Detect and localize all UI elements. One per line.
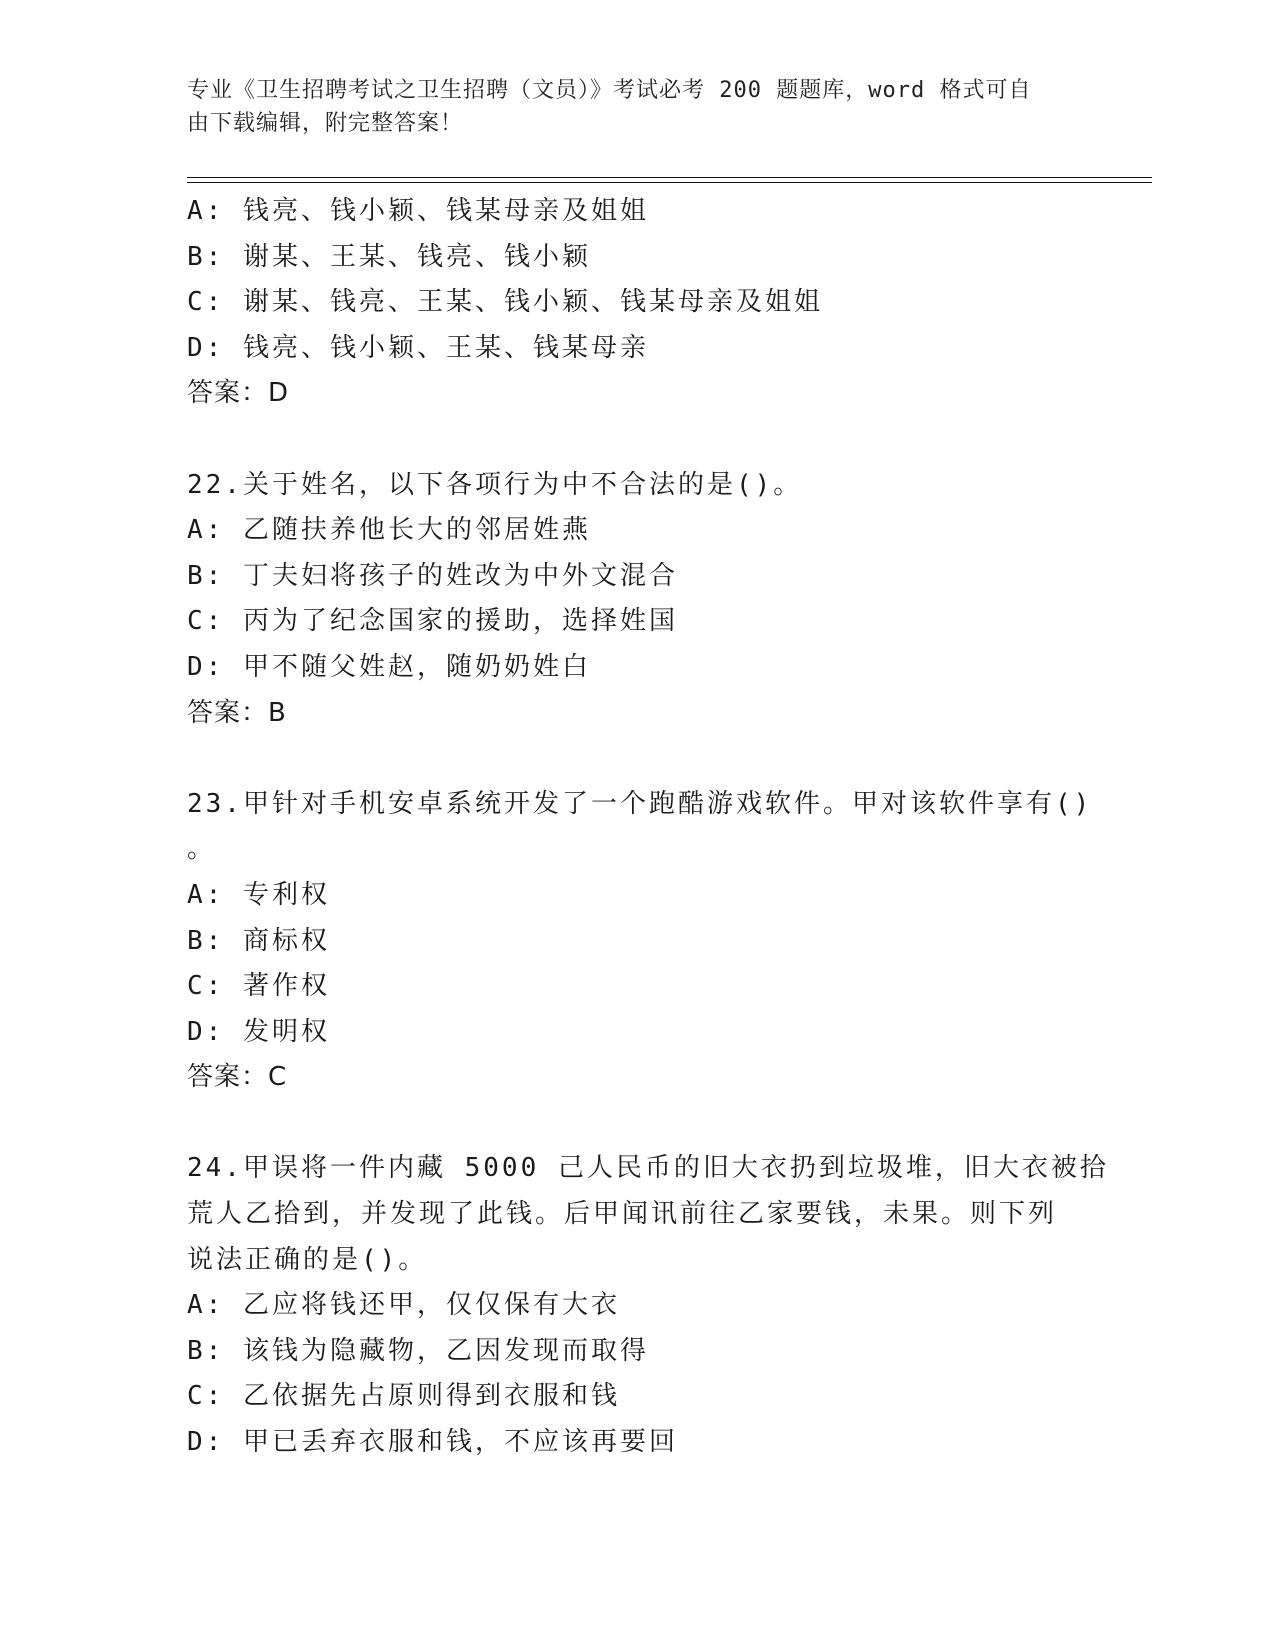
option-b: B: 该钱为隐藏物，乙因发现而取得 (187, 1335, 649, 1366)
header-line-1: 专业《卫生招聘考试之卫生招聘（文员）》考试必考 200 题题库，word 格式可自 (187, 78, 1032, 103)
answer: 答案：B (187, 697, 287, 728)
question-24 (187, 1146, 1109, 1465)
option-a: A: 乙随扶养他长大的邻居姓燕 (187, 515, 591, 546)
option-d: D: 发明权 (187, 1016, 330, 1047)
option-b: B: 商标权 (187, 925, 330, 956)
question-stem-continued: 说法正确的是()。 (187, 1244, 428, 1275)
option-a: A: 乙应将钱还甲，仅仅保有大衣 (187, 1290, 620, 1321)
document-header (187, 74, 1067, 140)
option-d: D: 甲已丢弃衣服和钱，不应该再要回 (187, 1427, 678, 1458)
header-divider-bottom (187, 182, 1152, 183)
option-c: C: 丙为了纪念国家的援助，选择姓国 (187, 606, 678, 637)
option-c: C: 乙依据先占原则得到衣服和钱 (187, 1381, 620, 1412)
option-c: C: 著作权 (187, 971, 330, 1002)
option-b: B: 丁夫妇将孩子的姓改为中外文混合 (187, 560, 678, 591)
question-stem-continued: 荒人乙拾到，并发现了此钱。后甲闻讯前往乙家要钱，未果。则下列 (187, 1199, 1058, 1230)
answer: 答案：D (187, 378, 290, 409)
option-d: D: 钱亮、钱小颖、王某、钱某母亲 (187, 332, 649, 363)
question-stem: 22.关于姓名，以下各项行为中不合法的是()。 (187, 469, 803, 500)
question-22 (187, 463, 1087, 737)
option-b: B: 谢某、王某、钱亮、钱小颖 (187, 241, 591, 272)
question-stem-continued: 。 (187, 834, 217, 865)
option-d: D: 甲不随父姓赵，随奶奶姓白 (187, 651, 591, 682)
question-list (187, 189, 1109, 1466)
question-21-continued (187, 189, 1087, 417)
question-23 (187, 782, 1093, 1101)
option-a: A: 专利权 (187, 879, 330, 910)
answer: 答案：C (187, 1062, 288, 1093)
option-c: C: 谢某、钱亮、王某、钱小颖、钱某母亲及姐姐 (187, 287, 823, 318)
option-a: A: 钱亮、钱小颖、钱某母亲及姐姐 (187, 196, 649, 226)
header-divider-top (187, 177, 1152, 178)
header-line-2: 由下载编辑，附完整答案！ (187, 111, 464, 136)
question-stem: 23.甲针对手机安卓系统开发了一个跑酷游戏软件。甲对该软件享有() (187, 788, 1093, 819)
question-stem: 24.甲误将一件内藏 5000 己人民币的旧大衣扔到垃圾堆，旧大衣被拾 (187, 1153, 1109, 1184)
